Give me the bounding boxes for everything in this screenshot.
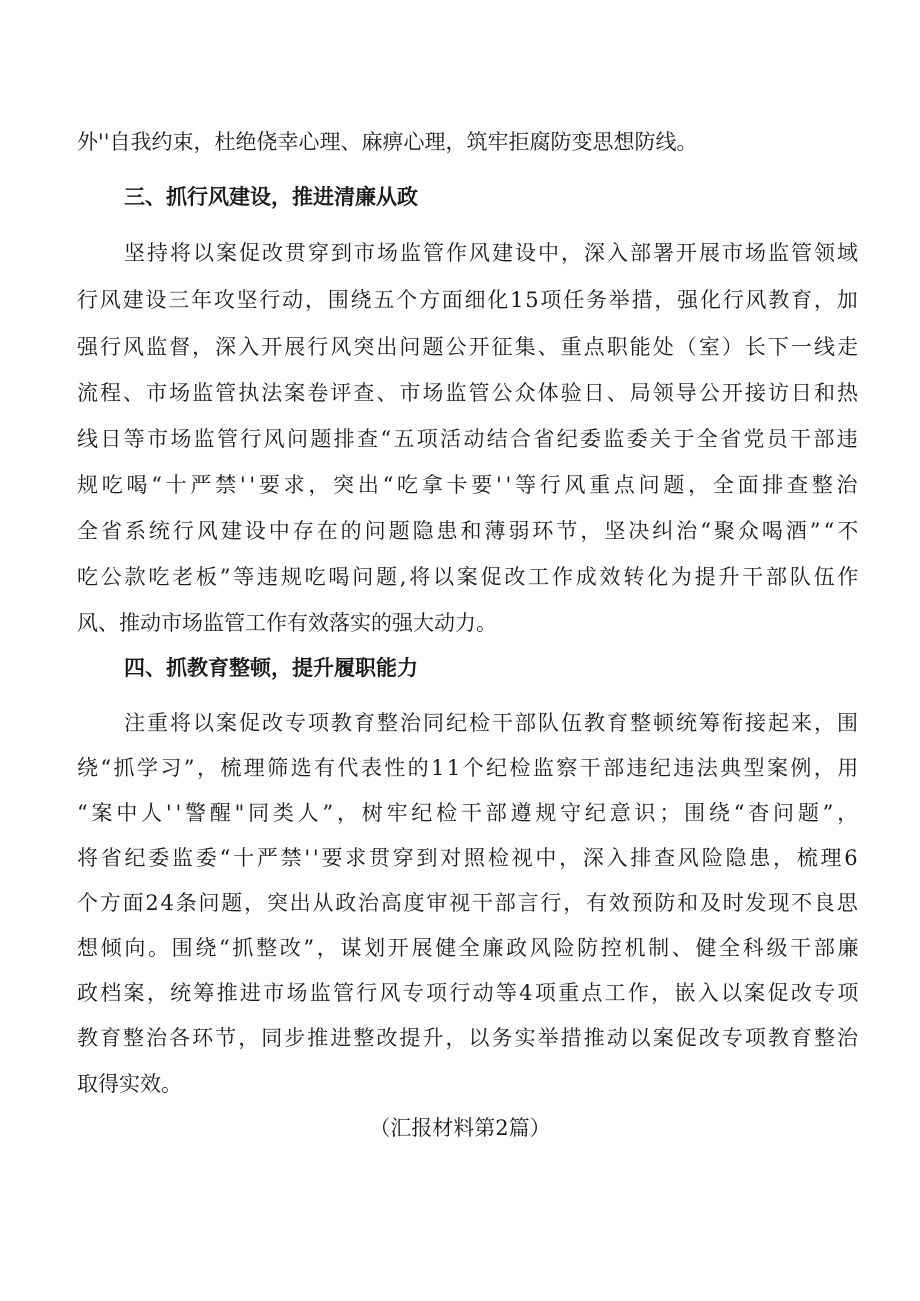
section-3-line: 线日等市场监管行风问题排查“五项活动结合省纪委监委关于全省党员干部违 <box>77 427 861 451</box>
continuation-line: 外''自我约束，杜绝侥幸心理、麻痹心理，筑牢拒腐防变思想防线。 <box>77 130 698 154</box>
section-3-line: 全省系统行风建设中存在的问题隐患和薄弱环节，坚决纠治“聚众喝酒”“不 <box>77 519 862 543</box>
section-3-heading: 三、抓行风建设，推进清廉从政 <box>124 184 418 209</box>
section-4-line: “案中人''警醒"同类人”，树牢纪检干部遵规守纪意识；围绕“杳问题”， <box>77 801 862 825</box>
section-4-heading: 四、抓教育整顿，提升履职能力 <box>124 655 418 680</box>
section-3-line: 风、推动市场监管工作有效落实的强大动力。 <box>77 611 497 635</box>
section-4-line: 教育整治各环节，同步推进整改提升，以务实举措推动以案促改专项教育整治 <box>77 1026 861 1050</box>
section-4-line: 个方面24条问题，突出从政治高度审视干部言行，有效预防和及时发现不良思 <box>77 891 860 915</box>
section-3-line: 强行风监督，深入开展行风突出问题公开征集、重点职能处（室）长下一线走 <box>77 335 861 359</box>
section-4-line: 绕“抓学习”，梳理筛选有代表性的11个纪检监察干部违纪违法典型案例，用 <box>77 756 861 780</box>
section-3-line: 规吃喝“十严禁''要求，突出“吃拿卡要''等行风重点问题，全面排查整治 <box>77 473 862 497</box>
section-4-line: 想倾向。围绕“抓整改”，谋划开展健全廉政风险防控机制、健全科级干部廉 <box>77 936 862 960</box>
section-3-line: 行风建设三年攻坚行动，围绕五个方面细化15项任务举措，强化行风教育，加 <box>77 288 860 312</box>
section-4-line: 取得实效。 <box>77 1072 182 1096</box>
section-3-line: 吃公款吃老板”等违规吃喝问题,将以案促改工作成效转化为提升干部队伍作 <box>77 565 862 589</box>
section-4-line: 注重将以案促改专项教育整治同纪检干部队伍教育整顿统筹衔接起来，围 <box>124 711 860 735</box>
section-4-line: 将省纪委监委“十严禁''要求贯穿到对照检视中，深入排查风险隐患，梳理6 <box>77 846 861 870</box>
footer-caption: （汇报材料第2篇） <box>369 1116 551 1140</box>
section-3-line: 坚持将以案促改贯穿到市场监管作风建设中，深入部署开展市场监管领域 <box>124 241 860 265</box>
section-4-line: 政档案，统筹推进市场监管行风专项行动等4项重点工作，嵌入以案促改专项 <box>77 981 861 1005</box>
section-3-line: 流程、市场监管执法案卷评查、市场监管公众体验日、局领导公开接访日和热 <box>77 381 861 405</box>
